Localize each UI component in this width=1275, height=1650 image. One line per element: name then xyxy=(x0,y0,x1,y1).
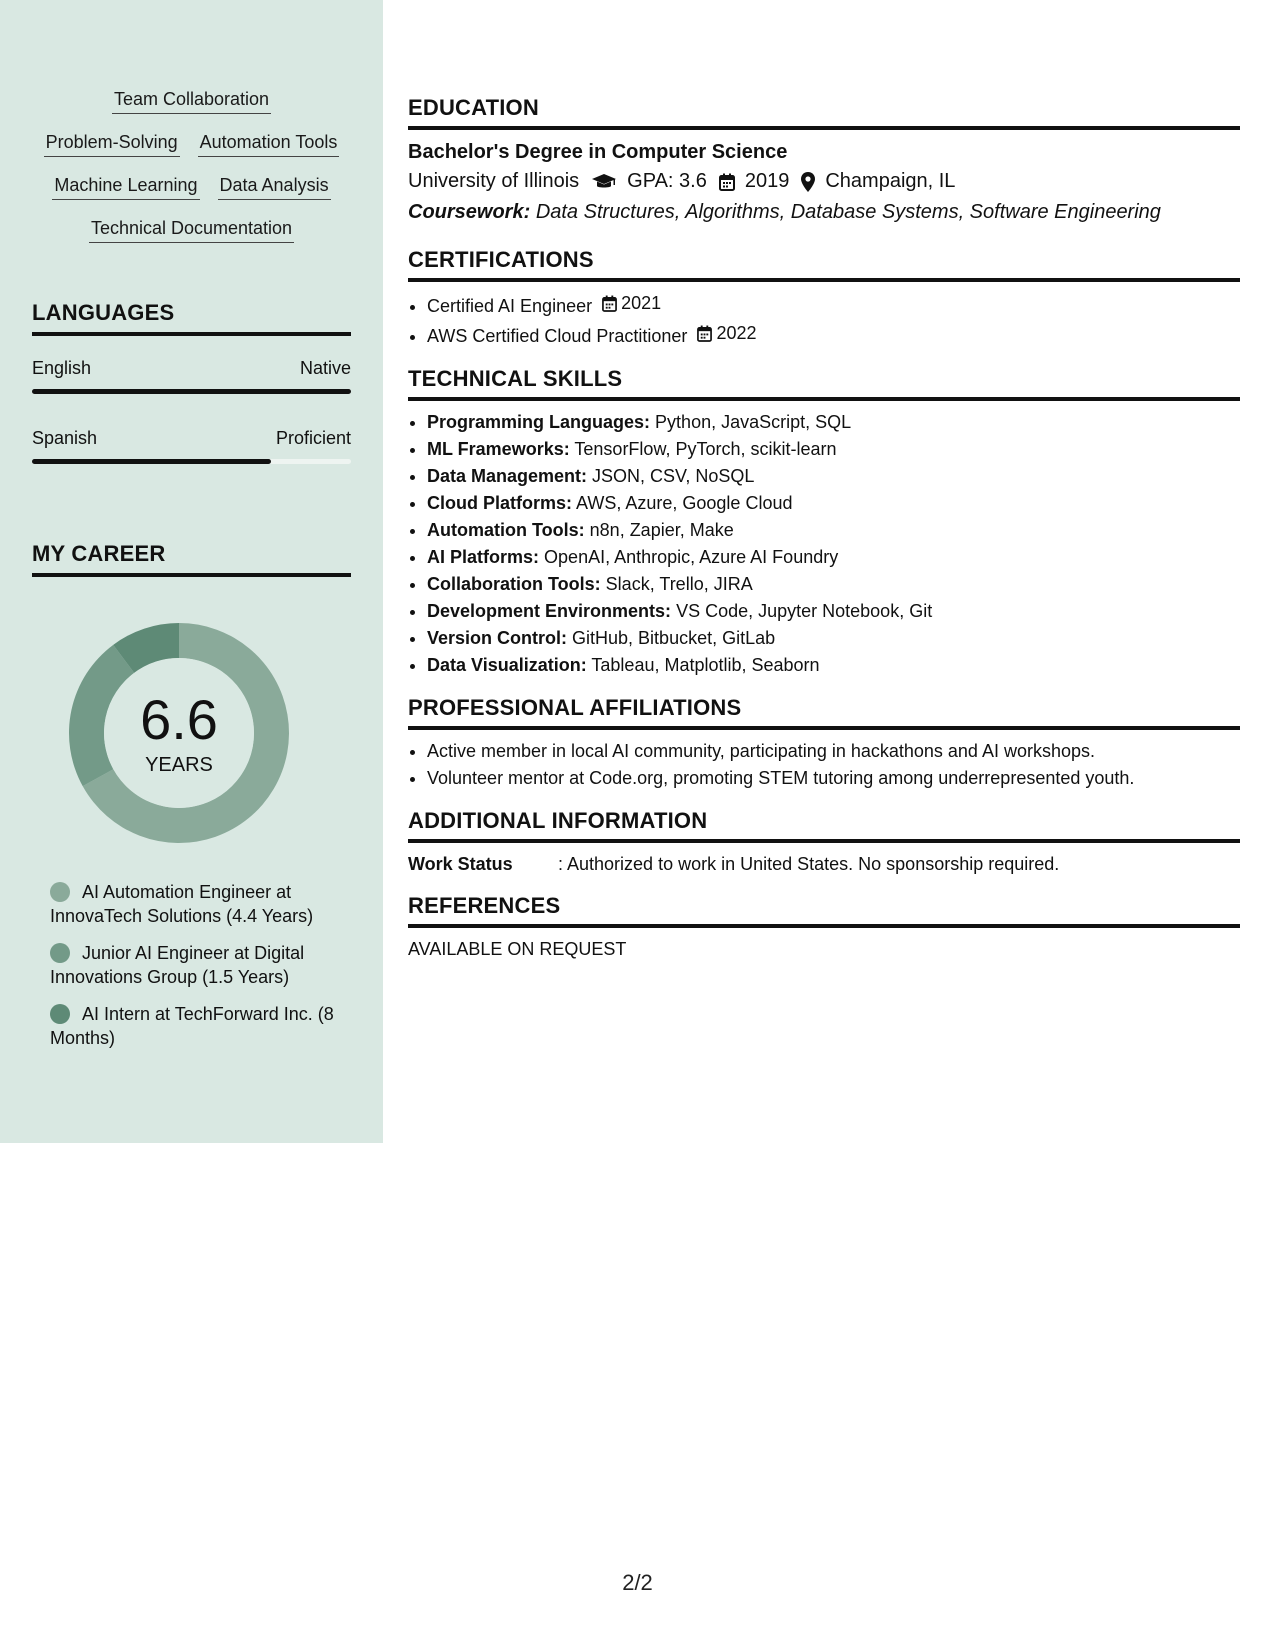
certification-item xyxy=(427,320,1240,350)
certification-name: Certified AI Engineer xyxy=(427,296,593,316)
calendar-icon xyxy=(719,173,735,191)
skill-tag: Automation Tools xyxy=(198,129,340,157)
career-legend xyxy=(50,880,350,1063)
certifications-heading: CERTIFICATIONS xyxy=(408,247,1240,282)
career-heading: MY CAREER xyxy=(32,541,351,577)
affiliations-list xyxy=(408,738,1240,792)
career-item xyxy=(50,880,350,928)
graduation-cap-icon xyxy=(591,173,617,191)
language-bar-english xyxy=(32,389,351,394)
career-dot xyxy=(50,943,70,963)
career-text: Junior AI Engineer at Digital Innovations Group (1.5 Years) xyxy=(50,943,305,987)
skill-tag: Problem-Solving xyxy=(44,129,180,157)
skill-tag-row xyxy=(32,129,351,157)
career-dot xyxy=(50,882,70,902)
language-name: English xyxy=(32,358,92,378)
education-heading: EDUCATION xyxy=(408,95,1240,130)
references-heading: REFERENCES xyxy=(408,893,1240,928)
page-number: 2/2 xyxy=(622,1570,653,1595)
skill-label: Development Environments: xyxy=(427,601,672,621)
skill-label: Data Management: xyxy=(427,466,588,486)
affiliation-item: • Volunteer mentor at Code.org, promoting STEM tutoring among underrepresented youth. xyxy=(427,765,1240,792)
skill-item xyxy=(427,409,1240,436)
certification-year-text: 2021 xyxy=(621,293,662,313)
gpa: GPA: 3.6 xyxy=(627,170,707,192)
career-dot xyxy=(50,1004,70,1024)
skill-value: VS Code, Jupyter Notebook, Git xyxy=(676,601,933,621)
career-item xyxy=(50,941,350,989)
location-pin-icon xyxy=(801,172,815,192)
skill-item xyxy=(427,625,1240,652)
main-content xyxy=(408,95,1240,962)
calendar-icon xyxy=(697,325,716,342)
certification-year-text: 2022 xyxy=(716,323,757,343)
affiliations-heading: PROFESSIONAL AFFILIATIONS xyxy=(408,695,1240,730)
skill-item xyxy=(427,490,1240,517)
calendar-icon xyxy=(602,295,621,312)
work-status-value: : Authorized to work in United States. No sponsorship required. xyxy=(558,854,1060,874)
skill-label: Collaboration Tools: xyxy=(427,574,601,594)
skill-value: n8n, Zapier, Make xyxy=(589,520,734,540)
certification-name: AWS Certified Cloud Practitioner xyxy=(427,326,688,346)
skill-label: Automation Tools: xyxy=(427,520,585,540)
skill-item xyxy=(427,571,1240,598)
technical-skills-list xyxy=(408,409,1240,679)
career-total-years: 6.6 xyxy=(140,688,218,751)
language-bar-fill xyxy=(32,459,271,464)
certification-year xyxy=(697,320,756,347)
language-bar-fill xyxy=(32,389,351,394)
skill-tag: Machine Learning xyxy=(52,172,199,200)
skill-value: JSON, CSV, NoSQL xyxy=(592,466,755,486)
skill-label: Data Visualization: xyxy=(427,655,587,675)
skill-tag-row xyxy=(32,215,351,243)
skill-label: Cloud Platforms: xyxy=(427,493,573,513)
coursework xyxy=(408,197,1240,227)
skill-item xyxy=(427,652,1240,679)
affiliation-item: • Active member in local AI community, participating in hackathons and AI workshops. xyxy=(427,738,1240,765)
work-status-label: Work Status xyxy=(408,854,513,874)
skill-item xyxy=(427,544,1240,571)
language-level: Proficient xyxy=(275,428,351,448)
coursework-label: Coursework: xyxy=(408,201,531,223)
skill-tag: Team Collaboration xyxy=(112,86,271,114)
technical-skills-heading: TECHNICAL SKILLS xyxy=(408,366,1240,401)
skill-tag: Technical Documentation xyxy=(89,215,294,243)
skill-tag-row xyxy=(32,172,351,200)
language-row-english xyxy=(32,358,351,379)
skill-value: Python, JavaScript, SQL xyxy=(655,412,852,432)
skill-value: AWS, Azure, Google Cloud xyxy=(576,493,793,513)
skill-label: Programming Languages: xyxy=(427,412,651,432)
skill-item xyxy=(427,517,1240,544)
skill-label: AI Platforms: xyxy=(427,547,540,567)
work-status-row xyxy=(408,851,1240,877)
degree-title: Bachelor's Degree in Computer Science xyxy=(408,141,788,163)
sidebar xyxy=(0,0,383,1143)
additional-info-heading: ADDITIONAL INFORMATION xyxy=(408,808,1240,843)
certification-item xyxy=(427,290,1240,320)
skill-value: GitHub, Bitbucket, GitLab xyxy=(572,628,776,648)
graduation-year: 2019 xyxy=(744,170,790,192)
certifications-list xyxy=(408,290,1240,350)
language-bar-spanish xyxy=(32,459,351,464)
skill-label: ML Frameworks: xyxy=(427,439,570,459)
references-text: AVAILABLE ON REQUEST xyxy=(408,939,627,959)
skill-tag-row xyxy=(32,86,351,114)
career-total-unit: YEARS xyxy=(145,754,213,776)
languages-heading: LANGUAGES xyxy=(32,300,351,336)
skill-value: Slack, Trello, JIRA xyxy=(605,574,753,594)
skill-tag: Data Analysis xyxy=(218,172,331,200)
career-item xyxy=(50,1002,350,1050)
skill-item xyxy=(427,463,1240,490)
skill-tags xyxy=(32,86,351,258)
career-text: AI Intern at TechForward Inc. (8 Months) xyxy=(50,1004,334,1048)
skill-value: OpenAI, Anthropic, Azure AI Foundry xyxy=(544,547,839,567)
coursework-list: Data Structures, Algorithms, Database Systems, Software Engineering xyxy=(535,201,1161,223)
career-text: AI Automation Engineer at InnovaTech Solutions (4.4 Years) xyxy=(50,882,314,926)
skill-value: TensorFlow, PyTorch, scikit-learn xyxy=(574,439,837,459)
language-row-spanish xyxy=(32,428,351,449)
skill-item xyxy=(427,436,1240,463)
skill-value: Tableau, Matplotlib, Seaborn xyxy=(591,655,820,675)
education-location: Champaign, IL xyxy=(825,170,956,192)
school-name: University of Illinois xyxy=(408,170,580,192)
skill-label: Version Control: xyxy=(427,628,568,648)
language-name: Spanish xyxy=(32,428,98,448)
skill-item xyxy=(427,598,1240,625)
education-meta xyxy=(408,166,1240,197)
certification-year xyxy=(602,290,661,317)
language-level: Native xyxy=(299,358,351,378)
